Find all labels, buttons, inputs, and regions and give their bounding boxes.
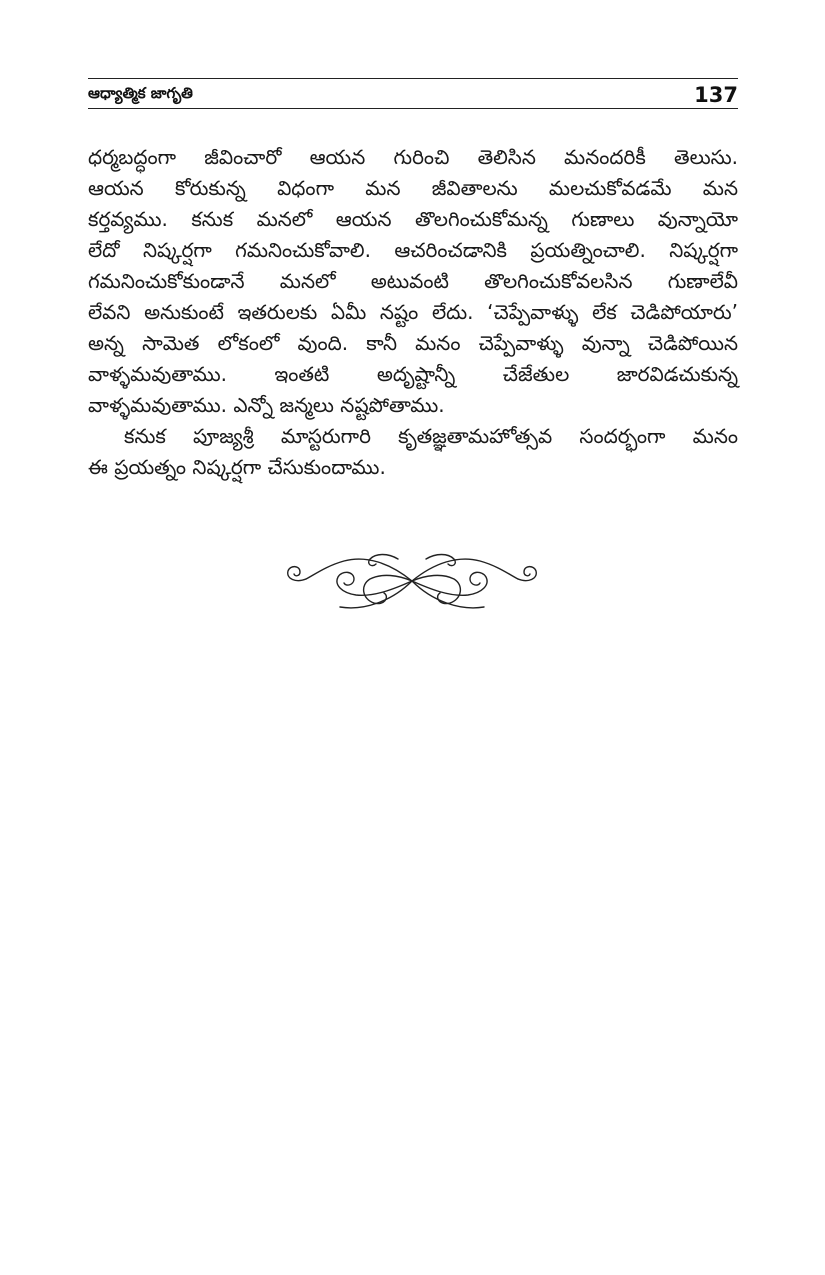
- flourish-divider-icon: [278, 545, 546, 615]
- text-line: లేదో నిష్కర్షగా గమనించుకోవాలి. ఆచరించడానికి ప్రయత్నించాలి. నిష్కర్షగా: [88, 238, 738, 262]
- text-line: కనుక పూజ్యశ్రీ మాస్టరుగారి కృతజ్ఞతామహోత్సవ సందర్భంగా మనం: [124, 424, 738, 448]
- page-number: 137: [694, 83, 738, 107]
- text-line: అన్న సామెత లోకంలో వుంది. కానీ మనం చెప్పేవాళ్ళు వున్నా చెడిపోయిన: [88, 331, 738, 355]
- text-line: లేవని అనుకుంటే ఇతరులకు ఏమీ నష్టం లేదు. ‘చెప్పేవాళ్ళు లేక చెడిపోయారు’: [88, 300, 738, 324]
- text-line: గమనించుకోకుండానే మనలో అటువంటి తొలగించుకోవలసిన గుణాలేవీ: [88, 269, 738, 293]
- header-rule: [88, 108, 738, 109]
- text-line: ఆయన కోరుకున్న విధంగా మన జీవితాలను మలచుకోవడమే మన: [88, 176, 738, 200]
- text-line: ఈ ప్రయత్నం నిష్కర్షగా చేసుకుందాము.: [88, 455, 386, 479]
- text-line: కర్తవ్యము. కనుక మనలో ఆయన తొలగించుకోమన్న గుణాలు వున్నాయో: [88, 207, 738, 231]
- running-header: [88, 78, 738, 107]
- body-text: [88, 142, 738, 483]
- text-line: ధర్మబద్ధంగా జీవించారో ఆయన గురించి తెలిసిన మనందరికీ తెలుసు.: [88, 145, 738, 169]
- text-line: వాళ్ళమవుతాము. ఇంతటి అదృష్టాన్నీ చేజేతుల జారవిడచుకున్న: [88, 362, 738, 386]
- running-title: ఆధ్యాత్మిక జాగృతి: [88, 84, 193, 102]
- text-line: వాళ్ళమవుతాము. ఎన్నో జన్మలు నష్టపోతాము.: [88, 393, 445, 417]
